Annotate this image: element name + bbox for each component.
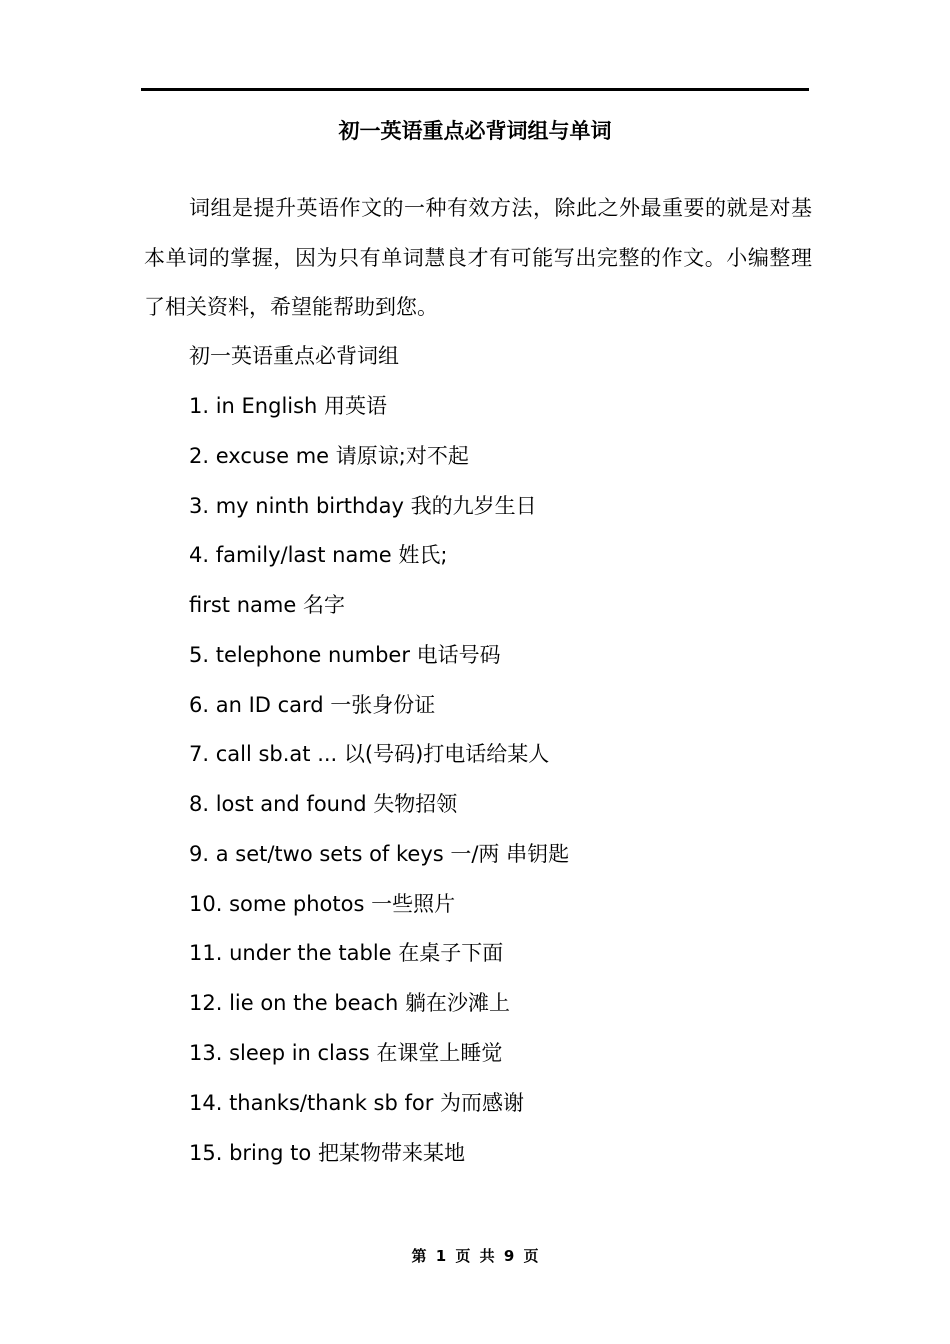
document-title: 初一英语重点必背词组与单词 [338,119,612,143]
list-item: 3. my ninth birthday 我的九岁生日 [189,494,537,518]
list-item: first name 名字 [189,593,345,617]
page-number: 第 1 页 共 9 页 [411,1247,539,1265]
section-heading: 初一英语重点必背词组 [189,344,399,368]
list-item: 13. sleep in class 在课堂上睡觉 [189,1041,503,1065]
list-item: 15. bring to 把某物带来某地 [189,1141,465,1165]
list-item: 11. under the table 在桌子下面 [189,941,504,965]
list-item: 8. lost and found 失物招领 [189,792,458,816]
list-item: 1. in English 用英语 [189,394,388,418]
list-item: 14. thanks/thank sb for 为而感谢 [189,1091,525,1115]
list-item: 9. a set/two sets of keys 一/两 串钥匙 [189,842,570,866]
list-item: 12. lie on the beach 躺在沙滩上 [189,991,510,1015]
header-rule [141,88,809,91]
list-item: 6. an ID card 一张身份证 [189,693,436,717]
intro-paragraph: 词组是提升英语作文的一种有效方法，除此之外最重要的就是对基本单词的掌握，因为只有单词慧良才有可能写出完整的作文。小编整理了相关资料，希望能帮助到您。 [144,196,812,320]
list-item: 7. call sb.at ... 以(号码)打电话给某人 [189,742,550,766]
list-item: 2. excuse me 请原谅;对不起 [189,444,469,468]
list-item: 4. family/last name 姓氏; [189,543,448,567]
list-item: 10. some photos 一些照片 [189,892,456,916]
list-item: 5. telephone number 电话号码 [189,643,501,667]
